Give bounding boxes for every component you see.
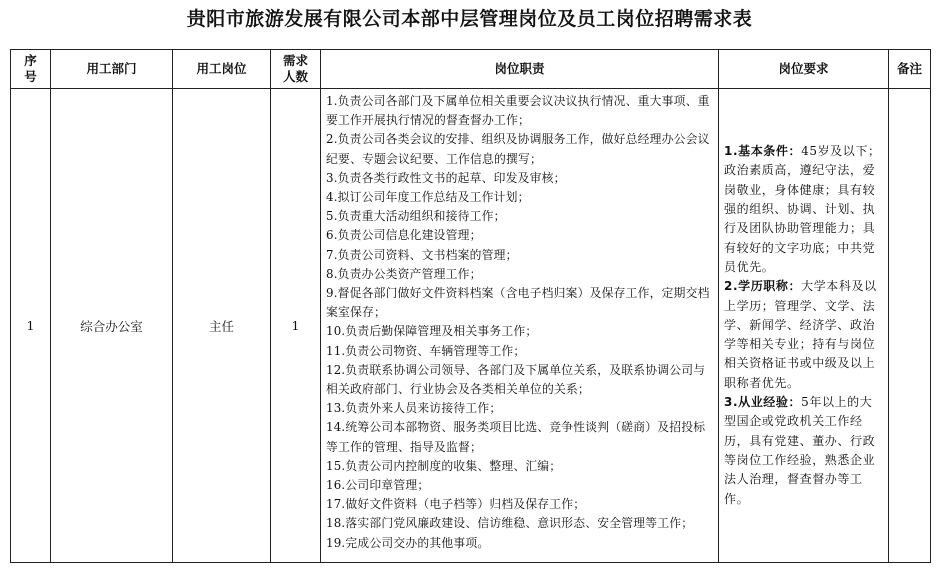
page-title: 贵阳市旅游发展有限公司本部中层管理岗位及员工岗位招聘需求表 [186,8,753,30]
requirement-education [724,277,883,393]
duty-item: 19.完成公司交办的其他事项。 [326,535,490,550]
duty-item: 18.落实部门党风廉政建设、信访维稳、意识形态、安全管理等工作； [326,516,694,531]
duty-item: 5.负责重大活动组织和接待工作； [326,209,506,224]
duty-item: 15.负责公司内控制度的收集、整理、汇编； [326,458,562,473]
table-row [11,89,931,563]
requirement-basic [724,142,883,277]
duty-item: 7.负责公司资料、文书档案的管理； [326,247,518,262]
header-duties: 岗位职责 [321,50,719,89]
recruitment-table [10,49,931,563]
header-remarks: 备注 [889,50,931,89]
requirement-text: 45岁及以下；政治素质高，遵纪守法，爱岗敬业，身体健康；具有较强的组织、协调、计划、执行及团队协助管理能力；具有较好的文字功底；中共党员优先。 [724,144,881,274]
duty-item: 4.拟订公司年度工作总结及工作计划； [326,190,530,205]
requirement-label: 2.学历职称： [724,279,802,294]
duty-item: 2.负责公司各类会议的安排、组织及协调服务工作，做好总经理办公会议纪要、专题会议纪要、工作信息的撰写； [326,132,710,166]
requirement-text: 大学本科及以上学历；管理学、文学、法学、新闻学、经济学、政治学等相关专业；持有与岗位相关资格证书或中级及以上职称者优先。 [724,279,877,390]
duty-item: 9.督促各部门做好文件资料档案（含电子档归案）及保存工作，定期交档案室保存； [326,286,710,320]
header-department: 用工部门 [51,50,173,89]
header-requirements: 岗位要求 [719,50,889,89]
requirement-experience [724,393,883,509]
duty-item: 17.做好文件资料（电子档等）归档及保存工作； [326,497,586,512]
header-index: 序号 [11,50,51,89]
duty-item: 8.负责办公类资产管理工作； [326,266,482,281]
cell-department: 综合办公室 [51,89,173,563]
cell-index: 1 [11,89,51,563]
cell-duties [321,89,719,563]
duty-item: 6.负责公司信息化建设管理； [326,228,482,243]
cell-headcount: 1 [271,89,321,563]
duty-item: 3.负责各类行政性文书的起草、印发及审核； [326,170,566,185]
header-position: 用工岗位 [173,50,271,89]
header-row [11,50,931,89]
cell-requirements [719,89,889,563]
duty-item: 13.负责外来人员来访接待工作； [326,401,502,416]
requirement-label: 1.基本条件： [724,144,802,159]
duty-item: 10.负责后勤保障管理及相关事务工作； [326,324,538,339]
header-headcount: 需求人数 [271,50,321,89]
requirement-label: 3.从业经验： [724,395,802,410]
duty-item: 16.公司印章管理； [326,478,430,493]
duty-item: 11.负责公司物资、车辆管理等工作； [326,343,526,358]
duty-item: 1.负责公司各部门及下属单位相关重要会议决议执行情况、重大事项、重要工作开展执行情况的督查督办工作； [326,94,710,128]
duty-item: 14.统筹公司本部物资、服务类项目比选、竞争性谈判（磋商）及招投标等工作的管理、指导及监督； [326,420,706,454]
duty-item: 12.负责联系协调公司领导、各部门及下属单位关系，及联系协调公司与相关政府部门、行业协会及各类相关单位的关系； [326,362,706,397]
cell-remarks [889,89,931,563]
requirement-text: 5年以上的大型国企或党政机关工作经历，具有党建、董办、行政等岗位工作经验，熟悉企业法人治理，督查督办等工作。 [724,395,876,506]
cell-position: 主任 [173,89,271,563]
